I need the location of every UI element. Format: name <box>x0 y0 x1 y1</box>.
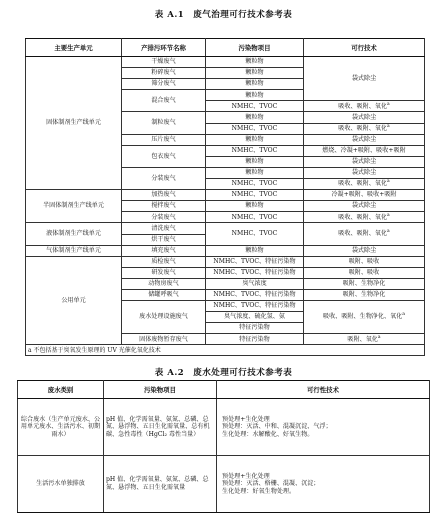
source-cell: 混合废气 <box>122 90 206 112</box>
technique-text: 吸收、吸附、氧化 <box>338 124 388 132</box>
table-row <box>18 399 430 456</box>
pollutant-cell: 颗粒物 <box>206 245 304 256</box>
footnote-marker: a <box>387 179 390 185</box>
source-cell: 储罐呼吸气 <box>122 289 206 300</box>
technique-cell: 燃烧、冷凝+吸附、吸收+吸附 <box>304 145 425 156</box>
technique-cell: 吸附、生物净化 <box>304 278 425 289</box>
source-cell: 固体废物暂存废气 <box>122 334 206 345</box>
pollutant-cell: 颗粒物 <box>206 79 304 90</box>
pollutant-cell: NMHC、TVOC、特征污染物 <box>206 267 304 278</box>
footnote-marker: a <box>387 212 390 218</box>
pollutant-cell: 颗粒物 <box>206 201 304 212</box>
technique-line: 生化处理：好氧生物处理。 <box>222 487 296 495</box>
technique-cell <box>304 212 425 223</box>
technique-cell: 吸附、生物净化 <box>304 289 425 300</box>
wastewater-table <box>17 380 430 513</box>
table-row <box>26 223 425 234</box>
pollutant-cell: NMHC、TVOC <box>206 212 304 223</box>
header-category: 废水类别 <box>18 381 104 399</box>
technique-line: 预处理：灭活、格栅、混凝、沉淀； <box>222 480 320 488</box>
pollutant-cell: 颗粒物 <box>206 57 304 68</box>
table-row <box>26 190 425 201</box>
technique-cell: 袋式除尘 <box>304 201 425 212</box>
header-unit: 主要生产单元 <box>26 39 122 57</box>
source-cell: 制粒废气 <box>122 112 206 134</box>
source-cell: 粉碎废气 <box>122 68 206 79</box>
technique-cell: 袋式除尘 <box>304 167 425 178</box>
pollutant-cell: 颗粒物 <box>206 90 304 101</box>
source-cell: 分装废气 <box>122 167 206 189</box>
table-header-row <box>26 39 425 57</box>
table-row <box>26 57 425 68</box>
table-row <box>26 245 425 256</box>
technique-cell: 吸附、吸收 <box>304 267 425 278</box>
unit-gas: 气体制剂生产线单元 <box>26 245 122 256</box>
table-a1-title: 表 A.1 废气治理可行技术参考表 <box>154 10 293 20</box>
source-cell: 包衣废气 <box>122 145 206 167</box>
header-pollutant: 污染物项目 <box>206 39 304 57</box>
source-cell: 动物房废气 <box>122 278 206 289</box>
technique-cell <box>304 334 425 345</box>
technique-cell: 袋式除尘 <box>304 57 425 101</box>
source-cell: 搅拌废气 <box>122 201 206 212</box>
table-row <box>18 456 430 513</box>
technique-line: 预处理：灭活、中和、混凝沉淀、气浮； <box>222 423 332 431</box>
pollutant-cell: NMHC、TVOC <box>206 123 304 134</box>
source-cell: 干燥废气 <box>122 57 206 68</box>
source-cell: 烘干废气 <box>122 234 206 245</box>
unit-liquid: 液体制剂生产线单元 <box>26 223 122 245</box>
pollutant-cell: NMHC、TVOC <box>206 190 304 201</box>
technique-cell <box>304 123 425 134</box>
technique-cell: 袋式除尘 <box>304 245 425 256</box>
source-cell: 分装废气 <box>122 212 206 223</box>
technique-cell <box>304 101 425 112</box>
pollutant-cell: NMHC、TVOC <box>206 179 304 190</box>
footnote-marker: a <box>387 123 390 129</box>
technique-text: 吸收、吸附、生物净化、氧化 <box>323 313 403 321</box>
technique-cell <box>304 301 425 334</box>
pollutant-cell: 颗粒物 <box>206 112 304 123</box>
source-cell: 筛分废气 <box>122 79 206 90</box>
pollutant-cell: 颗粒物 <box>206 68 304 79</box>
header-source: 产排污环节名称 <box>122 39 206 57</box>
table-header-row <box>18 381 430 399</box>
pollutant-cell: NMHC、TVOC <box>206 145 304 156</box>
source-cell: 压片废气 <box>122 134 206 145</box>
footnote-marker: a <box>387 101 390 107</box>
header-technique: 可行性技术 <box>217 381 430 399</box>
unit-public: 公用单元 <box>26 256 122 345</box>
technique-line: 预处理+生化处理 <box>222 472 270 480</box>
wastewater-pollutants: pH 值、化学需氧量、氨氮、总磷、总氮、悬浮物、五日生化需氧量 <box>104 456 217 513</box>
footnote-marker: a <box>377 334 381 340</box>
footnote-row <box>26 345 425 356</box>
unit-semisolid: 半固体制剂生产线单元 <box>26 190 122 223</box>
pollutant-cell: 颗粒物 <box>206 134 304 145</box>
wastewater-technique <box>217 456 430 513</box>
pollutant-cell: 特征污染物 <box>206 334 304 345</box>
pollutant-cell: 臭气浓度 <box>206 278 304 289</box>
header-pollutant: 污染物项目 <box>104 381 217 399</box>
technique-cell: 袋式除尘 <box>304 156 425 167</box>
source-cell: 填充废气 <box>122 245 206 256</box>
technique-cell: 冷凝+吸附、吸收+吸附 <box>304 190 425 201</box>
exhaust-gas-table <box>25 38 425 356</box>
table-row <box>26 256 425 267</box>
pollutant-cell: NMHC、TVOC、特征污染物 <box>206 289 304 300</box>
technique-text: 吸收、吸附、氧化 <box>338 180 388 188</box>
technique-text: 吸附、氧化 <box>347 335 378 343</box>
footnote-marker: a <box>402 312 405 318</box>
technique-cell: 袋式除尘 <box>304 134 425 145</box>
source-cell: 研发废气 <box>122 267 206 278</box>
pollutant-cell: 特征污染物 <box>206 323 304 334</box>
wastewater-category: 综合废水（生产单元废水、公用单元废水、生活污水、初期雨水） <box>18 399 104 456</box>
table-a2-title: 表 A.2 废水处理可行技术参考表 <box>154 368 293 378</box>
header-technique: 可行技术 <box>304 39 425 57</box>
pollutant-cell: NMHC、TVOC、特征污染物 <box>206 301 304 312</box>
technique-line: 生化处理：水解酸化、好氧生物。 <box>222 430 314 438</box>
technique-cell <box>304 223 425 245</box>
unit-solid: 固体制剂生产线单元 <box>26 57 122 190</box>
technique-text: 吸收、吸附、氧化 <box>338 230 388 238</box>
technique-line: 预处理+生化处理 <box>222 415 270 423</box>
source-cell: 废水处理设施废气 <box>122 301 206 334</box>
footnote-marker: a <box>387 229 390 235</box>
source-cell: 清洗废气 <box>122 223 206 234</box>
pollutant-cell: 颗粒物 <box>206 156 304 167</box>
wastewater-technique <box>217 399 430 456</box>
source-cell: 质检废气 <box>122 256 206 267</box>
technique-cell <box>304 179 425 190</box>
technique-cell: 袋式除尘 <box>304 112 425 123</box>
pollutant-cell: 颗粒物 <box>206 167 304 178</box>
pollutant-cell: NMHC、TVOC <box>206 223 304 245</box>
technique-text: 吸收、吸附、氧化 <box>338 213 388 221</box>
table-footnote: a 不包括基于臭氧发生原理的 UV 光催化氧化技术 <box>26 345 425 356</box>
pollutant-cell: NMHC、TVOC <box>206 101 304 112</box>
technique-text: 吸收、吸附、氧化 <box>338 102 388 110</box>
wastewater-pollutants: pH 值、化学需氧量、氨氮、总磷、总氮、悬浮物、五日生化需氧量、总有机碳、急性毒性（HgCl₂ 毒性当量） <box>104 399 217 456</box>
technique-cell: 吸附、吸收 <box>304 256 425 267</box>
source-cell: 加热废气 <box>122 190 206 201</box>
pollutant-cell: NMHC、TVOC、特征污染物 <box>206 256 304 267</box>
wastewater-category: 生活污水单独排放 <box>18 456 104 513</box>
pollutant-cell: 臭气浓度、硫化氢、氨 <box>206 312 304 323</box>
